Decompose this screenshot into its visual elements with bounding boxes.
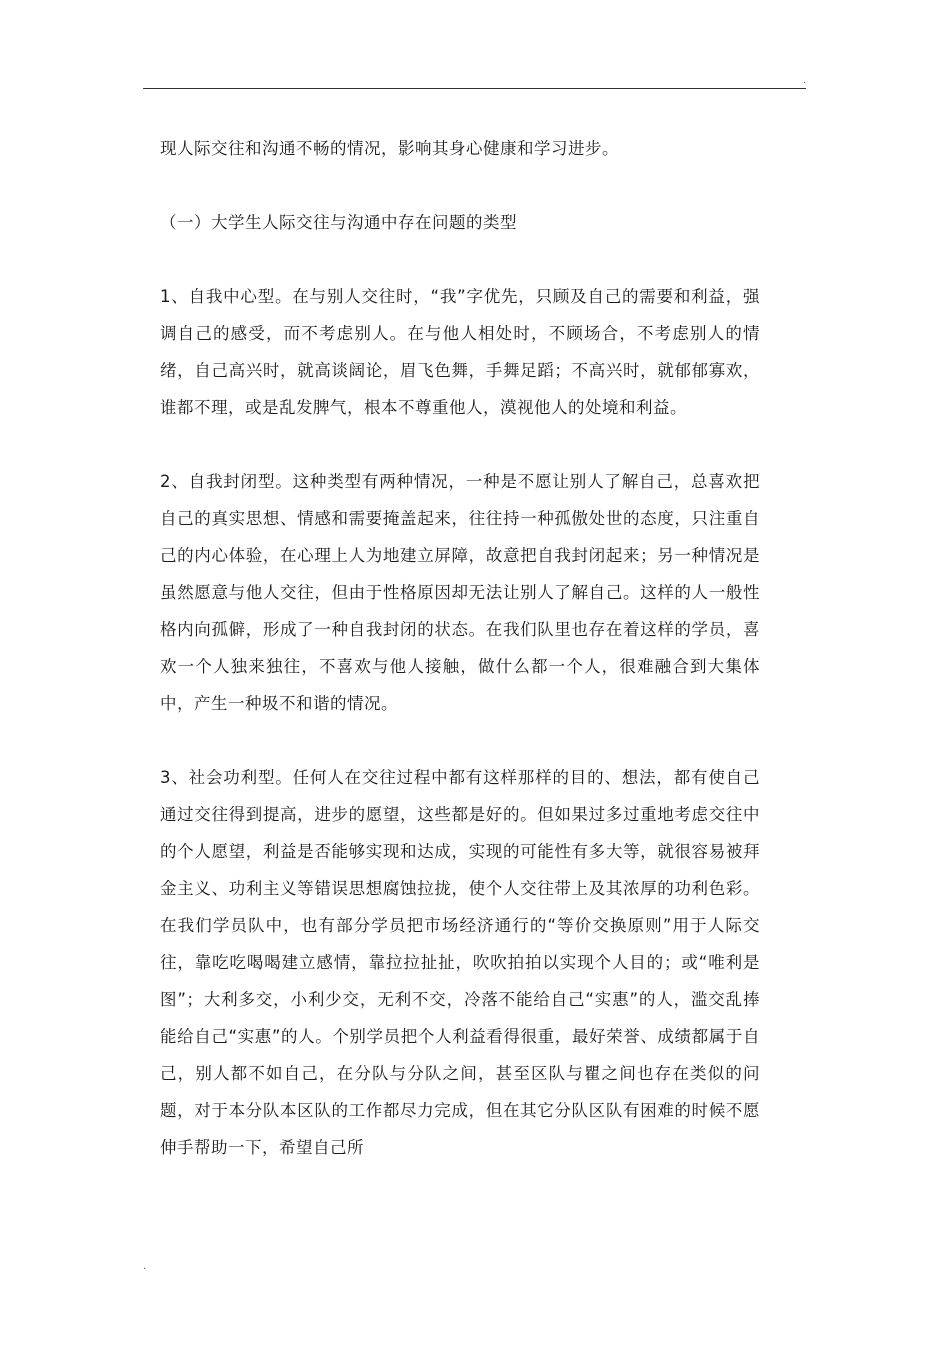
paragraph-self-closed: 2、自我封闭型。这种类型有两种情况，一种是不愿让别人了解自己，总喜欢把自己的真实思想、情感和需要掩盖起来，往往持一种孤傲处世的态度，只注重自己的内心体验，在心理上人为地建立屏障，故意把自我封闭起来；另一种情况是虽然愿意与他人交往，但由于性格原因却无法让别人了解自己。这样的人一般性格内向孤僻，形成了一种自我封闭的状态。在我们队里也存在着这样的学员，喜欢一个人独来独往，不喜欢与他人接触，做什么都一个人，很难融合到大集体中，产生一种圾不和谐的情况。: [160, 472, 760, 713]
paragraph-self-centered: 1、自我中心型。在与别人交往时，“我”字优先，只顾及自己的需要和利益，强调自己的感受，而不考虑别人。在与他人相处时，不顾场合，不考虑别人的情绪，自己高兴时，就高谈阔论，眉飞色舞，手舞足蹈；不高兴时，就郁郁寡欢，谁都不理，或是乱发脾气，根本不尊重他人，漠视他人的处境和利益。: [160, 287, 760, 417]
bottom-corner-mark: .: [143, 1261, 147, 1272]
document-body: [160, 130, 760, 1166]
section-heading: （一）大学生人际交往与沟通中存在问题的类型: [160, 213, 517, 232]
continuation-paragraph: 现人际交往和沟通不畅的情况，影响其身心健康和学习进步。: [160, 139, 619, 158]
header-rule: [143, 88, 806, 89]
paragraph-utilitarian: 3、社会功利型。任何人在交往过程中都有这样那样的目的、想法，都有使自己通过交往得到提高，进步的愿望，这些都是好的。但如果过多过重地考虑交往中的个人愿望，利益是否能够实现和达成，实现的可能性有多大等，就很容易被拜金主义、功利主义等错误思想腐蚀拉拢，使个人交往带上及其浓厚的功利色彩。在我们学员队中，也有部分学员把市场经济通行的“等价交换原则”用于人际交往，靠吃吃喝喝建立感情，靠拉拉扯扯，吹吹拍拍以实现个人目的；或“唯利是图”；大利多交，小利少交，无利不交，冷落不能给自己“实惠”的人，滥交乱捧能给自己“实惠”的人。个别学员把个人利益看得很重，最好荣誉、成绩都属于自己，别人都不如自己，在分队与分队之间，甚至区队与瞿之间也存在类似的问题，对于本分队本区队的工作都尽力完成，但在其它分队区队有困难的时候不愿伸手帮助一下，希望自己所: [160, 768, 760, 1157]
top-corner-mark: .: [803, 75, 807, 86]
